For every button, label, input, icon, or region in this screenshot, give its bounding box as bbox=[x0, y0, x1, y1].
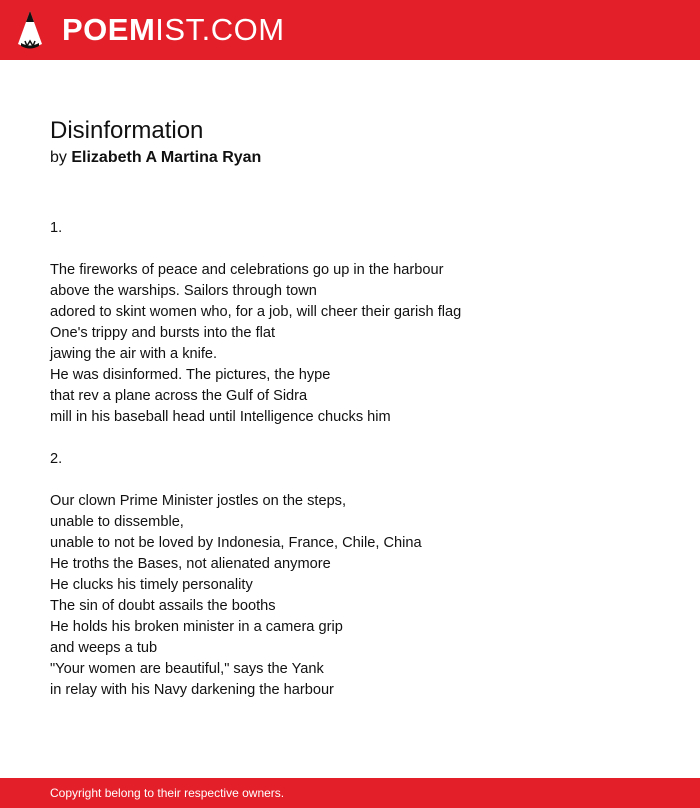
poem-line: Our clown Prime Minister jostles on the steps, bbox=[50, 493, 347, 509]
poem-blank-line bbox=[50, 239, 670, 260]
poem-line: that rev a plane across the Gulf of Sidra bbox=[50, 388, 308, 404]
poem-line: 1. bbox=[50, 220, 63, 236]
poem-line: 2. bbox=[50, 451, 63, 467]
poem-line: and weeps a tub bbox=[50, 640, 158, 656]
poem-author[interactable]: Elizabeth A Martina Ryan bbox=[71, 149, 262, 166]
poem-body bbox=[50, 218, 670, 701]
poem-line: mill in his baseball head until Intelligence chucks him bbox=[50, 409, 391, 425]
poem-line: jawing the air with a knife. bbox=[50, 346, 218, 362]
poem-line: above the warships. Sailors through town bbox=[50, 283, 317, 299]
poem-title: Disinformation bbox=[50, 117, 204, 144]
by-label: by bbox=[50, 149, 67, 166]
poem-line: unable to not be loved by Indonesia, France, Chile, China bbox=[50, 535, 422, 551]
site-header bbox=[0, 0, 700, 60]
poem-line: The fireworks of peace and celebrations go up in the harbour bbox=[50, 262, 444, 278]
poem-line: adored to skint women who, for a job, will cheer their garish flag bbox=[50, 304, 462, 320]
poem-blank-line bbox=[50, 428, 670, 449]
site-footer bbox=[0, 778, 700, 808]
poem-byline bbox=[50, 147, 670, 169]
poem-blank-line bbox=[50, 470, 670, 491]
poem-line: One's trippy and bursts into the flat bbox=[50, 325, 276, 341]
poem-header bbox=[50, 116, 670, 169]
poem-line: in relay with his Navy darkening the harbour bbox=[50, 682, 334, 698]
brand-strong: POEM bbox=[62, 12, 156, 47]
poem-line: He troths the Bases, not alienated anymore bbox=[50, 556, 331, 572]
copyright-text: Copyright belong to their respective owners. bbox=[50, 786, 285, 800]
poem-line: unable to dissemble, bbox=[50, 514, 184, 530]
pencil-tip-icon[interactable] bbox=[17, 10, 43, 50]
brand-light: IST.COM bbox=[155, 12, 285, 47]
poem-line: The sin of doubt assails the booths bbox=[50, 598, 276, 614]
poem-line: He clucks his timely personality bbox=[50, 577, 253, 593]
poem-line: He was disinformed. The pictures, the hype bbox=[50, 367, 331, 383]
site-logo-text[interactable] bbox=[62, 11, 285, 49]
poem-line: "Your women are beautiful," says the Yank bbox=[50, 661, 324, 677]
poem-line: He holds his broken minister in a camera grip bbox=[50, 619, 343, 635]
